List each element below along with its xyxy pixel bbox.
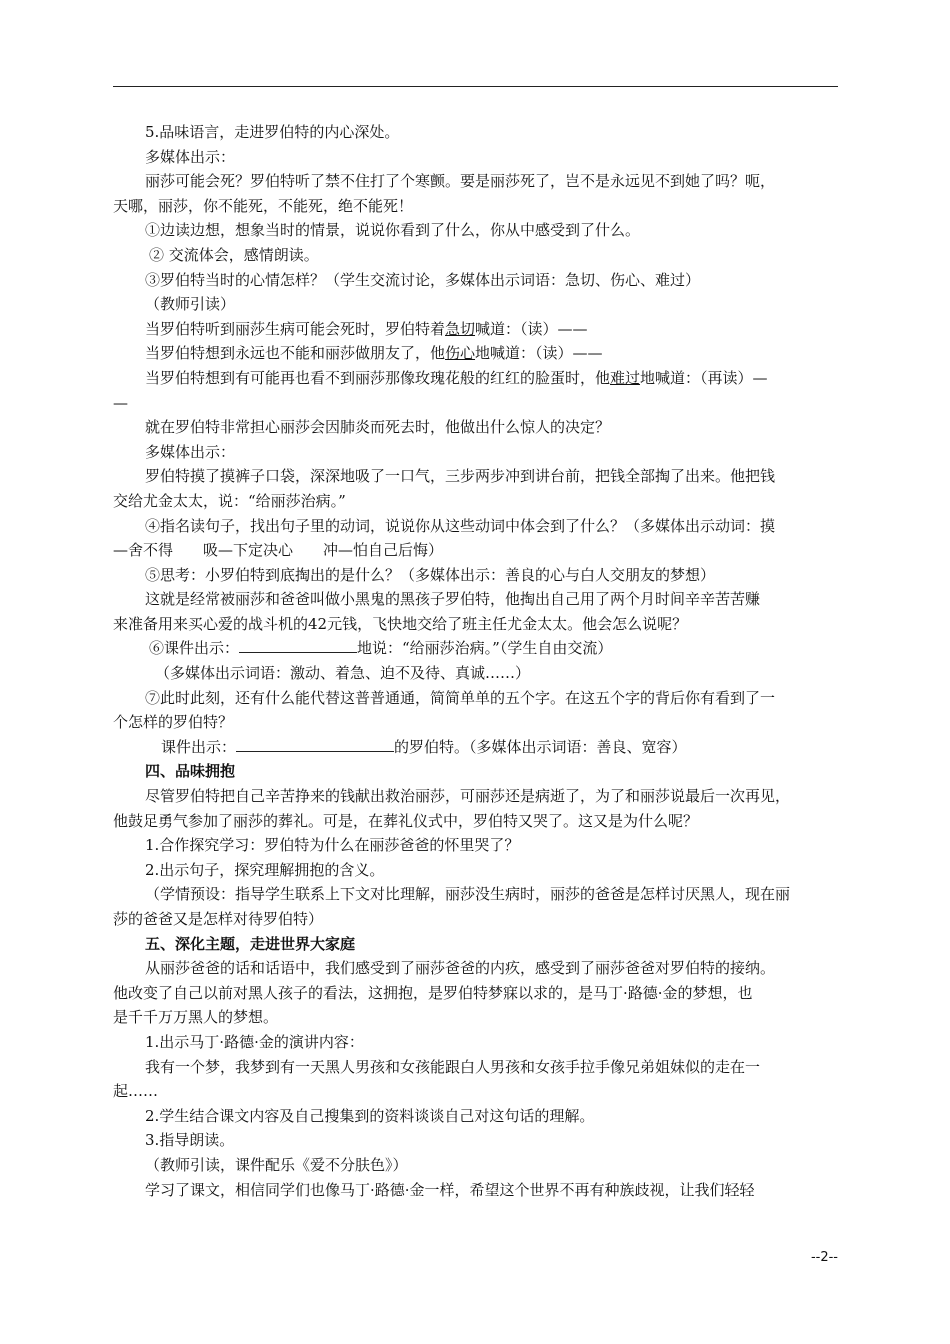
paragraph: —: [113, 393, 128, 412]
paragraph: 个怎样的罗伯特？: [113, 713, 234, 732]
paragraph: ② 交流体会，感情朗读。: [149, 245, 319, 264]
paragraph: （多媒体出示词语：激动、着急、迫不及待、真诚……）: [155, 664, 531, 683]
paragraph: 丽莎可能会死？罗伯特听了禁不住打了个寒颤。要是丽莎死了，岂不是永远见不到她了吗？呃，: [145, 172, 776, 191]
paragraph: 2.学生结合课文内容及自己搜集到的资料谈谈自己对这句话的理解。: [145, 1106, 595, 1125]
paragraph: ④指名读句子，找出句子里的动词，说说你从这些动词中体会到了什么？（多媒体出示动词：摸: [145, 516, 776, 535]
paragraph: 多媒体出示：: [145, 442, 236, 461]
paragraph: 是千千万万黑人的梦想。: [113, 1008, 279, 1027]
paragraph: 2.出示句子，探究理解拥抱的含义。: [145, 860, 385, 879]
text: 地喊道：（再读）—: [640, 368, 768, 387]
text: 地说：“给丽莎治病。”（学生自由交流）: [357, 639, 613, 658]
paragraph: 我有一个梦，我梦到有一天黑人男孩和女孩能跟白人男孩和女孩手拉手像兄弟姐妹似的走在一: [145, 1057, 761, 1076]
underlined-word: 伤心: [445, 344, 476, 363]
section-heading: 四、品味拥抱: [145, 762, 236, 781]
paragraph: 他改变了自己以前对黑人孩子的看法，这拥抱，是罗伯特梦寐以求的，是马丁·路德·金的梦想，也: [113, 983, 753, 1002]
paragraph: （学情预设：指导学生联系上下文对比理解，丽莎没生病时，丽莎的爸爸是怎样讨厌黑人，现在丽: [145, 885, 791, 904]
paragraph: [113, 366, 838, 391]
paragraph: （教师引读，课件配乐《爱不分肤色》）: [145, 1155, 408, 1174]
underlined-word: 急切: [445, 319, 476, 338]
text: ⑥课件出示：: [149, 639, 240, 658]
text: 当罗伯特听到丽莎生病可能会死时，罗伯特着: [145, 319, 446, 338]
text: 喊道：（读）——: [475, 319, 588, 338]
paragraph: 莎的爸爸又是怎样对待罗伯特）: [113, 910, 324, 928]
paragraph: ⑤思考：小罗伯特到底掏出的是什么？（多媒体出示：善良的心与白人交朋友的梦想）: [145, 565, 716, 584]
paragraph: 3.指导朗读。: [145, 1131, 235, 1150]
paragraph: 天哪，丽莎，你不能死，不能死，绝不能死！: [113, 196, 414, 215]
fill-in-blank: [239, 638, 357, 653]
paragraph: 就在罗伯特非常担心丽莎会因肺炎而死去时，他做出什么惊人的决定？: [145, 418, 611, 437]
text: 当罗伯特想到有可能再也看不到丽莎那像玫瑰花般的红红的脸蛋时，他: [145, 368, 611, 387]
paragraph: 来准备用来买心爱的战斗机的42元钱，飞快地交给了班主任尤金太太。他会怎么说呢？: [113, 614, 688, 633]
page-number: --2--: [810, 1250, 838, 1265]
paragraph: —舍不得 吸—下定决心 冲—怕自己后悔）: [113, 541, 444, 560]
paragraph: 5.品味语言，走进罗伯特的内心深处。: [145, 123, 400, 141]
text: 当罗伯特想到永远也不能和丽莎做朋友了，他: [145, 344, 446, 363]
paragraph: 多媒体出示：: [145, 147, 236, 166]
paragraph: [113, 341, 838, 366]
paragraph: 尽管罗伯特把自己辛苦挣来的钱献出救治丽莎，可丽莎还是病逝了，为了和丽莎说最后一次再见，: [145, 787, 791, 806]
header-rule: [113, 86, 838, 87]
paragraph: ①边读边想，想象当时的情景，说说你看到了什么，你从中感受到了什么。: [145, 221, 641, 240]
text: 地喊道：（读）——: [475, 344, 603, 363]
text: 课件出示：: [161, 737, 237, 756]
paragraph: 起……: [113, 1082, 159, 1101]
paragraph: 交给尤金太太，说：“给丽莎治病。”: [113, 491, 346, 510]
paragraph: 1.合作探究学习：罗伯特为什么在丽莎爸爸的怀里哭了？: [145, 836, 520, 855]
paragraph: [113, 735, 838, 760]
text: 的罗伯特。（多媒体出示词语：善良、宽容）: [394, 737, 687, 756]
paragraph: ③罗伯特当时的心情怎样？（学生交流讨论，多媒体出示词语：急切、伤心、难过）: [145, 270, 701, 289]
fill-in-blank: [236, 737, 394, 752]
paragraph: 学习了课文，相信同学们也像马丁·路德·金一样，希望这个世界不再有种族歧视，让我们轻轻: [145, 1180, 755, 1199]
paragraph: 从丽莎爸爸的话和话语中，我们感受到了丽莎爸爸的内疚，感受到了丽莎爸爸对罗伯特的接纳。: [145, 959, 776, 978]
document-body: [113, 120, 838, 1202]
paragraph: 罗伯特摸了摸裤子口袋，深深地吸了一口气，三步两步冲到讲台前，把钱全部掏了出来。他把钱: [145, 467, 776, 486]
section-heading: 五、深化主题，走进世界大家庭: [145, 934, 356, 953]
paragraph: （教师引读）: [145, 295, 236, 314]
paragraph: [113, 636, 838, 661]
paragraph: [113, 317, 838, 342]
paragraph: 这就是经常被丽莎和爸爸叫做小黑鬼的黑孩子罗伯特，他掏出自己用了两个月时间辛辛苦苦赚: [145, 590, 761, 609]
paragraph: ⑦此时此刻，还有什么能代替这普普通通，简简单单的五个字。在这五个字的背后你有看到了一: [145, 688, 776, 707]
underlined-word: 难过: [610, 368, 641, 387]
paragraph: 他鼓足勇气参加了丽莎的葬礼。可是，在葬礼仪式中，罗伯特又哭了。这又是为什么呢？: [113, 811, 699, 830]
paragraph: 1.出示马丁·路德·金的演讲内容：: [145, 1032, 364, 1051]
